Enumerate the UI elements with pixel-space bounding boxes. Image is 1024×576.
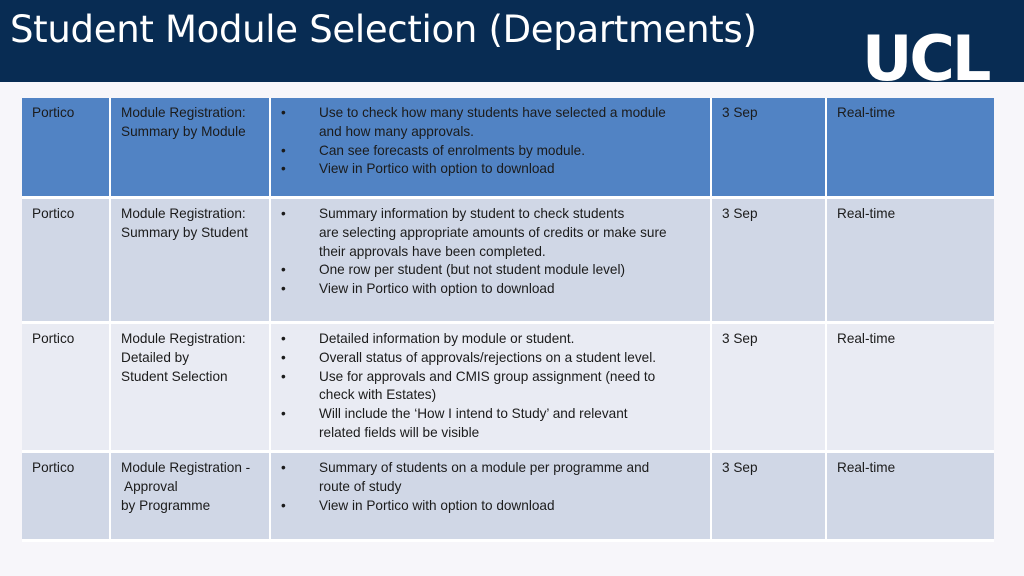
description-list <box>281 330 700 443</box>
date-cell <box>712 453 827 542</box>
date-cell <box>712 324 827 453</box>
bullet-icon: • <box>281 349 286 365</box>
description-line: Overall status of approvals/rejections on a student level. <box>319 349 657 365</box>
report-name-line: Approval <box>121 478 178 494</box>
description-line: Detailed information by module or student. <box>319 331 575 346</box>
description-line: their approvals have been completed. <box>319 243 546 259</box>
description-line: View in Portico with option to download <box>319 281 555 297</box>
update-frequency: Real-time <box>837 331 896 346</box>
report-name-cell <box>111 453 271 542</box>
availability-date: 3 Sep <box>722 331 758 346</box>
description-item <box>281 368 700 406</box>
description-line: One row per student (but not student module level) <box>319 262 626 278</box>
report-name-line: Student Selection <box>121 368 228 384</box>
date-cell <box>712 98 827 199</box>
table-row <box>22 199 994 324</box>
module-reports-table <box>22 98 994 542</box>
system-name: Portico <box>32 460 75 475</box>
description-cell <box>271 98 712 199</box>
bullet-icon: • <box>281 368 286 384</box>
description-item <box>281 142 700 161</box>
description-cell <box>271 324 712 453</box>
system-cell <box>22 199 111 324</box>
description-line: Summary of students on a module per programme and <box>319 460 650 475</box>
report-name-line: Module Registration: <box>121 105 246 120</box>
description-list <box>281 205 700 299</box>
bullet-icon: • <box>281 406 286 422</box>
report-name-cell <box>111 199 271 324</box>
bullet-icon: • <box>281 331 286 346</box>
ucl-logo: UCL <box>862 22 989 95</box>
description-line: related fields will be visible <box>319 424 480 440</box>
report-name-line: Detailed by <box>121 349 190 365</box>
description-line: and how many approvals. <box>319 123 474 139</box>
bullet-icon: • <box>281 281 286 297</box>
availability-date: 3 Sep <box>722 105 758 120</box>
description-list <box>281 104 700 179</box>
description-item <box>281 104 700 142</box>
frequency-cell <box>827 199 994 324</box>
table-row <box>22 324 994 453</box>
description-line: Summary information by student to check students <box>319 206 625 221</box>
frequency-cell <box>827 324 994 453</box>
bullet-icon: • <box>281 497 286 513</box>
update-frequency: Real-time <box>837 105 896 120</box>
report-name-line: Summary by Student <box>121 224 248 240</box>
system-name: Portico <box>32 331 75 346</box>
report-name-line: Module Registration: <box>121 331 246 346</box>
bullet-icon: • <box>281 206 286 221</box>
description-line: are selecting appropriate amounts of credits or make sure <box>319 224 667 240</box>
bullet-icon: • <box>281 161 286 177</box>
table-row <box>22 98 994 199</box>
description-cell <box>271 199 712 324</box>
date-cell <box>712 199 827 324</box>
description-item <box>281 330 700 349</box>
description-cell <box>271 453 712 542</box>
report-name-line: Module Registration - <box>121 460 251 475</box>
report-name-cell <box>111 324 271 453</box>
frequency-cell <box>827 453 994 542</box>
description-line: View in Portico with option to download <box>319 161 555 177</box>
description-item <box>281 497 700 516</box>
report-name-line: by Programme <box>121 497 211 513</box>
page-title: Student Module Selection (Departments) <box>10 8 757 51</box>
header-bar <box>0 0 1024 95</box>
description-item <box>281 459 700 497</box>
report-name-cell <box>111 98 271 199</box>
bullet-icon: • <box>281 105 286 120</box>
table-row <box>22 453 994 542</box>
update-frequency: Real-time <box>837 460 896 475</box>
frequency-cell <box>827 98 994 199</box>
description-line: check with Estates) <box>319 387 437 403</box>
description-item <box>281 261 700 280</box>
availability-date: 3 Sep <box>722 460 758 475</box>
description-item <box>281 280 700 299</box>
description-item <box>281 160 700 179</box>
system-cell <box>22 453 111 542</box>
description-item <box>281 405 700 443</box>
description-line: View in Portico with option to download <box>319 497 555 513</box>
description-list <box>281 459 700 515</box>
system-name: Portico <box>32 105 75 120</box>
description-line: Will include the ‘How I intend to Study’ and relevant <box>319 406 628 422</box>
description-item <box>281 205 700 261</box>
description-line: Use for approvals and CMIS group assignment (need to <box>319 368 656 384</box>
report-name-line: Summary by Module <box>121 123 246 139</box>
description-line: Can see forecasts of enrolments by module. <box>319 142 585 158</box>
update-frequency: Real-time <box>837 206 896 221</box>
report-name-line: Module Registration: <box>121 206 246 221</box>
description-line: Use to check how many students have selected a module <box>319 105 666 120</box>
bullet-icon: • <box>281 142 286 158</box>
bullet-icon: • <box>281 460 286 475</box>
description-item <box>281 349 700 368</box>
bullet-icon: • <box>281 262 286 278</box>
system-name: Portico <box>32 206 75 221</box>
availability-date: 3 Sep <box>722 206 758 221</box>
description-line: route of study <box>319 478 402 494</box>
system-cell <box>22 98 111 199</box>
system-cell <box>22 324 111 453</box>
